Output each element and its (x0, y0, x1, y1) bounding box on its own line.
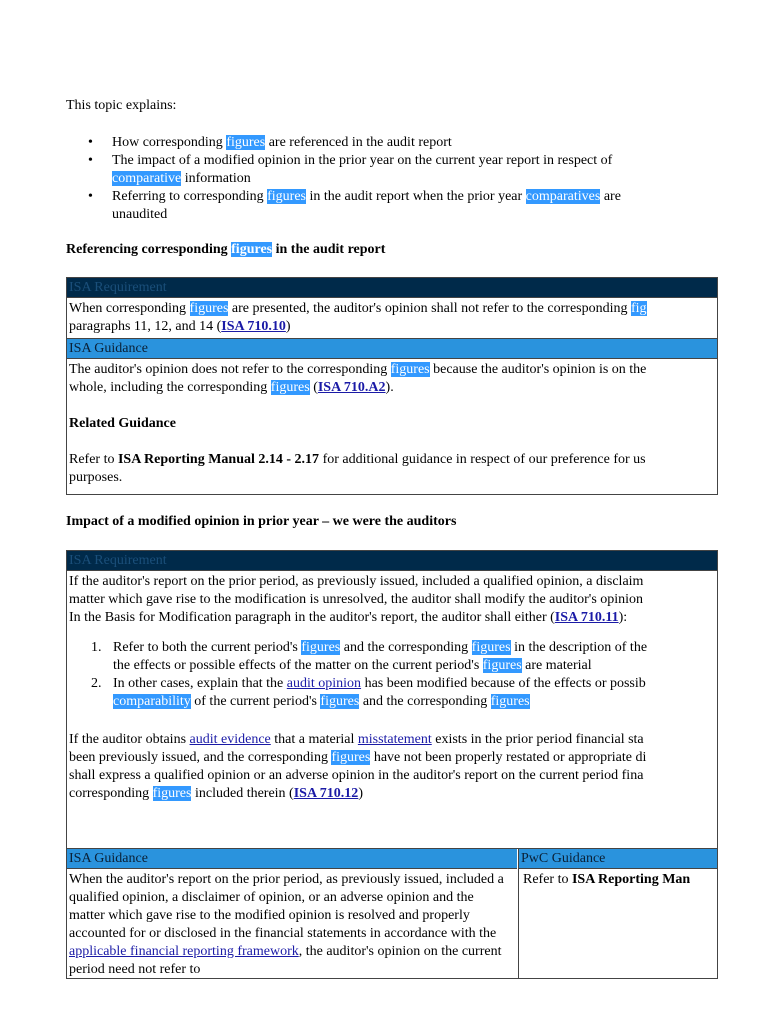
search-highlight: fig (631, 301, 647, 316)
misstatement-link[interactable]: misstatement (357, 732, 432, 747)
bullet-icon: • (88, 135, 93, 150)
table-header-isa-requirement: ISA Requirement (67, 278, 717, 298)
intro-text: This topic explains: (66, 98, 177, 113)
list-item: • Referring to corresponding figures in the audit report when the prior year comparatives are unaudited (88, 189, 621, 222)
pwc-guidance-text: Refer to ISA Reporting Man (523, 872, 691, 887)
table-header-isa-guidance: ISA Guidance (67, 338, 717, 359)
search-highlight: comparability (113, 694, 191, 709)
table-header-isa-requirement: ISA Requirement (67, 551, 717, 571)
modified-opinion-table (66, 550, 718, 979)
guidance-text: The auditor's opinion does not refer to the corresponding figures because the auditor's opinion is on the whole, including the corresponding figures (ISA 710.A2). (69, 362, 647, 395)
bullet-icon: • (88, 189, 93, 204)
search-highlight: figures (482, 658, 522, 673)
requirement-text: When corresponding figures are presented, the auditor's opinion shall not refer to the corresponding fig paragraphs 11, 12, and 14 (ISA 710.10) (69, 301, 647, 334)
isa-710-11-link[interactable]: ISA 710.11 (554, 610, 619, 625)
related-guidance-heading: Related Guidance (69, 416, 176, 431)
section-heading: Impact of a modified opinion in prior year – we were the auditors (66, 514, 457, 529)
isa-guidance-column (67, 849, 517, 979)
list-item: • The impact of a modified opinion in the prior year on the current year report in respect of comparative information (88, 153, 613, 186)
list-item: • How corresponding figures are referenced in the audit report (88, 135, 452, 150)
isa-guidance-text: When the auditor's report on the prior period, as previously issued, included a qualified opinion, a disclaimer of opinion, or an adverse opinion and the matter which gave rise to the modified opinion is resolved and properly accounted for or disclosed in the financial statements in accordance with the applicable financial reporting framework, the auditor's opinion on the current period need not refer to (69, 872, 504, 977)
search-highlight: comparative (112, 171, 182, 186)
list-item: 2. In other cases, explain that the audit opinion has been modified because of the effects or possib comparability of the current period's figures and the corresponding figures (91, 676, 646, 709)
isa-710-12-link[interactable]: ISA 710.12 (293, 786, 359, 801)
isa-710-a2-link[interactable]: ISA 710.A2 (317, 380, 386, 395)
applicable-framework-link[interactable]: applicable financial reporting framework (69, 944, 299, 959)
search-highlight: figures (189, 301, 229, 316)
isa-710-10-link[interactable]: ISA 710.10 (221, 319, 286, 334)
requirement-text: If the auditor obtains audit evidence that a material misstatement exists in the prior period financial sta been previously issued, and the corresponding figures have not been properly restated or appropriate di shall express a qualified opinion or an adverse opinion in the auditor's report on the current period fina corresponding figures included therein (ISA 710.12) (69, 732, 647, 801)
topic-list (66, 134, 706, 224)
search-highlight: figures (267, 189, 307, 204)
guidance-columns (67, 848, 717, 977)
search-highlight: figures (152, 786, 192, 801)
search-highlight: figures (320, 694, 360, 709)
audit-opinion-link[interactable]: audit opinion (286, 676, 362, 691)
search-highlight: figures (471, 640, 511, 655)
search-highlight: figures (270, 380, 310, 395)
numbered-list (67, 639, 717, 711)
search-highlight: comparatives (525, 189, 601, 204)
list-item: 1. Refer to both the current period's figures and the corresponding figures in the description of the the effects or possible effects of the matter on the current period's figures are material (91, 640, 648, 673)
related-guidance-text: Refer to ISA Reporting Manual 2.14 - 2.17 for additional guidance in respect of our preference for us purposes. (69, 452, 646, 485)
table-header-isa-guidance: ISA Guidance (67, 849, 517, 869)
search-highlight: figures (331, 750, 371, 765)
search-highlight: figures (226, 135, 266, 150)
search-highlight: figures (490, 694, 530, 709)
bullet-icon: • (88, 153, 93, 168)
search-highlight: figures (301, 640, 341, 655)
audit-evidence-link[interactable]: audit evidence (189, 732, 271, 747)
pwc-guidance-column (518, 849, 718, 979)
isa-requirement-table (66, 277, 718, 495)
search-highlight: figures (231, 242, 273, 257)
requirement-text: If the auditor's report on the prior period, as previously issued, included a qualified opinion, a disclaim matter which gave rise to the modification is unresolved, the auditor shall modify the auditor's opinion In the Basis for Modification paragraph in the auditor's report, the auditor shall either (ISA 710.11): (69, 574, 644, 625)
search-highlight: figures (390, 362, 430, 377)
table-header-pwc-guidance: PwC Guidance (519, 849, 718, 869)
section-heading: Referencing corresponding figures in the audit report (66, 242, 386, 257)
